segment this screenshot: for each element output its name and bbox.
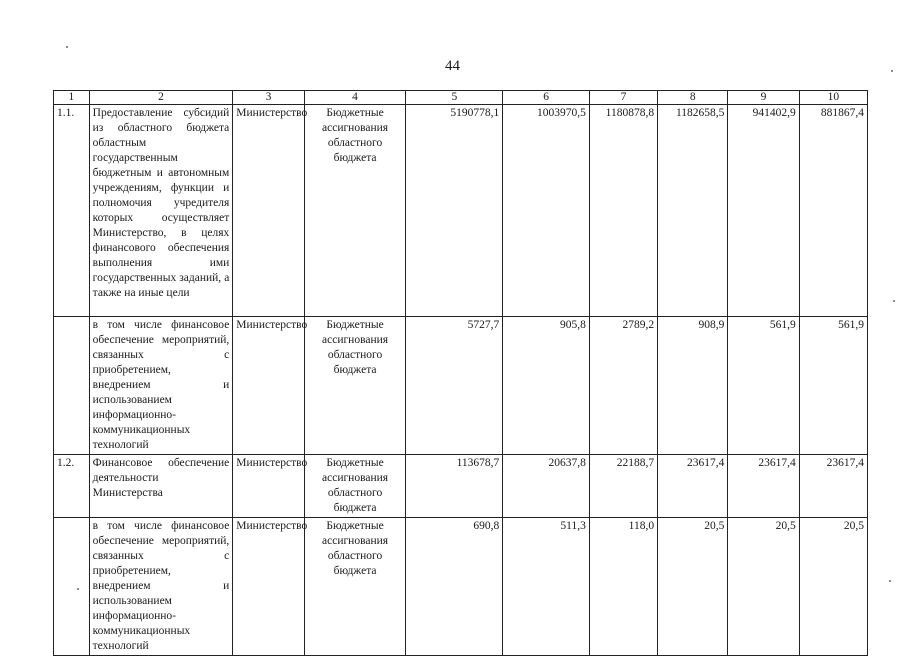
value-col-10: 20,5: [799, 518, 867, 656]
col-header-6: 6: [503, 91, 590, 105]
page-number: 44: [445, 58, 460, 74]
col-header-2: 2: [89, 91, 233, 105]
col-header-1: 1: [54, 91, 90, 105]
value-col-8: 23617,4: [658, 455, 728, 518]
table-row: [54, 317, 868, 455]
activity-name: в том числе финансовое обеспечение мероприятий, связанных с приобретением, внедрением и использованием информационно-коммуникационных технологий: [89, 317, 233, 455]
table-row: [54, 518, 868, 656]
value-col-9: 561,9: [728, 317, 799, 455]
col-header-3: 3: [233, 91, 304, 105]
value-col-6: 511,3: [503, 518, 590, 656]
activity-name: Предоставление субсидий из областного бюджета областным государственным бюджетным и автономным учреждениям, функции и полномочия учредителя которых осуществляет Министерство, в целях финансового обеспечения выполнения ими государственных заданий, а также на иные цели: [89, 105, 233, 317]
value-total: 5190778,1: [406, 105, 503, 317]
value-col-10: 561,9: [799, 317, 867, 455]
value-col-9: 941402,9: [728, 105, 799, 317]
value-col-8: 908,9: [658, 317, 728, 455]
value-col-6: 20637,8: [503, 455, 590, 518]
scan-speck: [77, 588, 79, 590]
col-header-9: 9: [728, 91, 799, 105]
executor: Министерство: [233, 455, 304, 518]
scan-speck: [891, 70, 893, 72]
executor: Министерство: [233, 105, 304, 317]
row-number: 1.1.: [54, 105, 90, 317]
col-header-8: 8: [658, 91, 728, 105]
col-header-5: 5: [406, 91, 503, 105]
row-number: 1.2.: [54, 455, 90, 518]
executor: Министерство: [233, 518, 304, 656]
scan-speck: [893, 300, 895, 302]
funding-source: Бюджетные ассигнования областного бюджета: [304, 317, 406, 455]
scan-speck: [66, 46, 68, 48]
col-header-4: 4: [304, 91, 406, 105]
funding-source: Бюджетные ассигнования областного бюджета: [304, 105, 406, 317]
value-col-9: 23617,4: [728, 455, 799, 518]
value-col-10: 881867,4: [799, 105, 867, 317]
value-col-7: 1180878,8: [589, 105, 657, 317]
budget-table: [53, 90, 868, 656]
activity-name: в том числе финансовое обеспечение мероприятий, связанных с приобретением, внедрением и использованием информационно-коммуникационных технологий: [89, 518, 233, 656]
value-col-7: 118,0: [589, 518, 657, 656]
funding-source: Бюджетные ассигнования областного бюджета: [304, 518, 406, 656]
value-col-7: 22188,7: [589, 455, 657, 518]
header-row: [54, 91, 868, 105]
scan-speck: [889, 580, 891, 582]
executor: Министерство: [233, 317, 304, 455]
value-col-7: 2789,2: [589, 317, 657, 455]
table-row: [54, 455, 868, 518]
value-total: 690,8: [406, 518, 503, 656]
value-col-6: 905,8: [503, 317, 590, 455]
value-col-8: 20,5: [658, 518, 728, 656]
col-header-7: 7: [589, 91, 657, 105]
row-number: [54, 317, 90, 455]
value-col-10: 23617,4: [799, 455, 867, 518]
value-col-6: 1003970,5: [503, 105, 590, 317]
activity-name: Финансовое обеспечение деятельности Министерства: [89, 455, 233, 518]
table-row: [54, 105, 868, 317]
col-header-10: 10: [799, 91, 867, 105]
value-col-9: 20,5: [728, 518, 799, 656]
funding-source: Бюджетные ассигнования областного бюджета: [304, 455, 406, 518]
value-total: 113678,7: [406, 455, 503, 518]
value-total: 5727,7: [406, 317, 503, 455]
value-col-8: 1182658,5: [658, 105, 728, 317]
row-number: [54, 518, 90, 656]
